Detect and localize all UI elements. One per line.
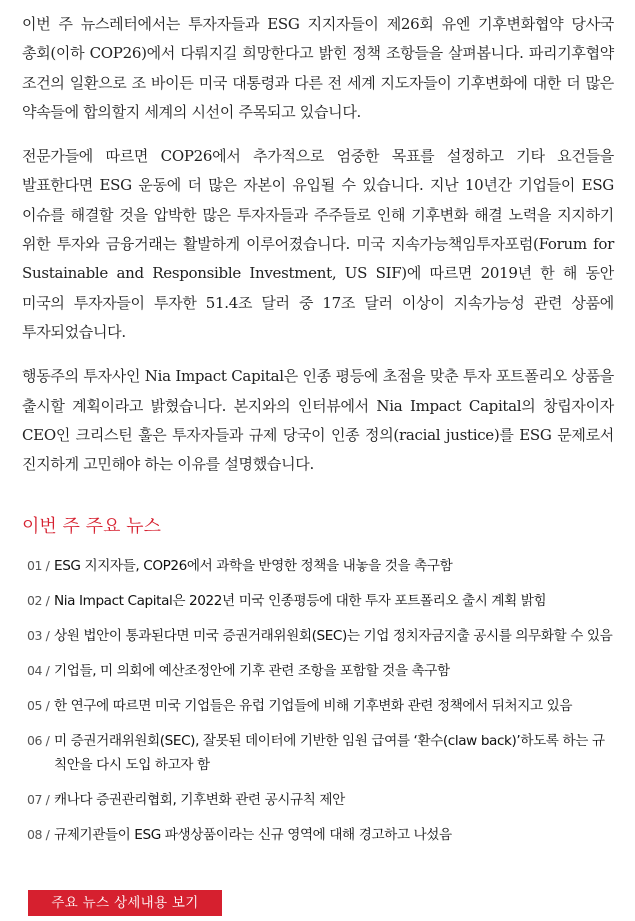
intro-paragraph-2: 전문가들에 따르면 COP26에서 추가적으로 엄중한 목표를 설정하고 기타 요건들을 발표한다면 ESG 운동에 더 많은 자본이 유입될 수 있습니다. 지난 10년간 기업들이 ESG 이슈를 해결할 것을 압박한 많은 투자자들과 주주들로 인해 기후변화 해결 노력을 지지하기 위한 투자와 금융거래는 활발하게 이루어졌습니다. 미국 지속가능책임투자포럼(Forum for Sustainable and Responsible Investment, US SIF)에 따르면 2019년 한 해 동안 미국의 투자자들이 투자한 51.4조 달러 중 17조 달러 이상이 지속가능성 관련 상품에 투자되었습니다. bbox=[22, 147, 614, 341]
news-item-text: Nia Impact Capital은 2022년 미국 인종평등에 대한 투자 포트폴리오 출시 계획 밝힘 bbox=[54, 593, 547, 610]
news-item-text: 규제기관들이 ESG 파생상품이라는 신규 영역에 대해 경고하고 나섰음 bbox=[54, 827, 452, 844]
news-item-number: 06 / bbox=[27, 733, 50, 749]
news-item-text: 한 연구에 따르면 미국 기업들은 유럽 기업들에 비해 기후변화 관련 정책에서 뒤처지고 있음 bbox=[54, 698, 573, 715]
news-item-text: ESG 지지자들, COP26에서 과학을 반영한 정책을 내놓을 것을 촉구함 bbox=[54, 558, 453, 575]
news-item-text: 캐나다 증권관리협회, 기후변화 관련 공시규칙 제안 bbox=[54, 792, 345, 809]
news-item-text: 기업들, 미 의회에 예산조정안에 기후 관련 조항을 포함할 것을 촉구함 bbox=[54, 663, 450, 680]
news-item-6[interactable] bbox=[27, 729, 614, 777]
news-item-number: 03 / bbox=[27, 628, 50, 644]
news-item-2[interactable] bbox=[27, 589, 614, 613]
news-item-1[interactable] bbox=[27, 554, 614, 578]
news-item-text: 상원 법안이 통과된다면 미국 증권거래위원회(SEC)는 기업 정치자금지출 공시를 의무화할 수 있음 bbox=[54, 628, 613, 645]
news-item-5[interactable] bbox=[27, 694, 614, 718]
news-item-7[interactable] bbox=[27, 788, 614, 812]
news-item-8[interactable] bbox=[27, 823, 614, 847]
news-detail-button[interactable]: 주요 뉴스 상세내용 보기 bbox=[28, 890, 222, 916]
news-item-text: 미 증권거래위원회(SEC), 잘못된 데이터에 기반한 임원 급여를 ‘환수(claw back)’하도록 하는 규칙안을 다시 도입 하고자 함 bbox=[54, 733, 605, 774]
news-item-number: 07 / bbox=[27, 792, 50, 808]
news-item-number: 05 / bbox=[27, 698, 50, 714]
news-item-4[interactable] bbox=[27, 659, 614, 683]
intro-paragraph-3: 행동주의 투자사인 Nia Impact Capital은 인종 평등에 초점을 맞춘 투자 포트폴리오 상품을 출시할 계획이라고 밝혔습니다. 본지와의 인터뷰에서 Nia Impact Capital의 창립자이자 CEO인 크리스틴 훌은 투자자들과 규제 당국이 인종 정의(racial justice)를 ESG 문제로서 진지하게 고민해야 하는 이유를 설명했습니다. bbox=[22, 367, 614, 474]
top-news-heading: 이번 주 주요 뉴스 bbox=[22, 516, 161, 538]
newsletter-body bbox=[22, 10, 614, 858]
news-item-3[interactable] bbox=[27, 624, 614, 648]
news-item-number: 04 / bbox=[27, 663, 50, 679]
news-item-number: 08 / bbox=[27, 827, 50, 843]
intro-paragraph-1: 이번 주 뉴스레터에서는 투자자들과 ESG 지지자들이 제26회 유엔 기후변화협약 당사국 총회(이하 COP26)에서 다뤄지길 희망한다고 밝힌 정책 조항들을 살펴봅니다. 파리기후협약 조건의 일환으로 조 바이든 미국 대통령과 다른 전 세계 지도자들이 기후변화에 대한 더 많은 약속들에 합의할지 세계의 시선이 주목되고 있습니다. bbox=[22, 15, 614, 121]
top-news-list bbox=[22, 554, 614, 847]
news-item-number: 01 / bbox=[27, 558, 50, 574]
news-item-number: 02 / bbox=[27, 593, 50, 609]
